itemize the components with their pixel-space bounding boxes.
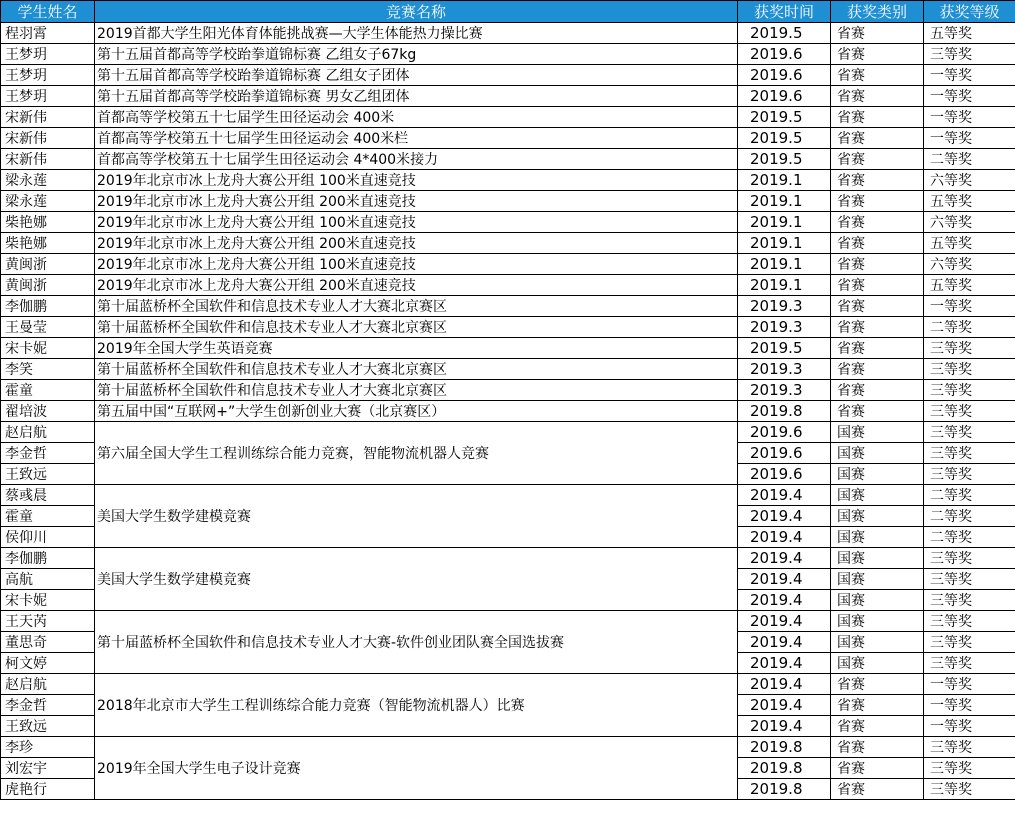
award-type-cell[interactable]: 省赛 bbox=[831, 338, 924, 359]
award-time-cell[interactable]: 2019.4 bbox=[738, 485, 831, 506]
award-type-cell[interactable]: 省赛 bbox=[831, 65, 924, 86]
award-time-cell[interactable]: 2019.8 bbox=[738, 758, 831, 779]
award-level-cell[interactable]: 三等奖 bbox=[924, 779, 1015, 800]
table-row bbox=[1, 485, 1015, 506]
award-level-cell[interactable]: 三等奖 bbox=[924, 611, 1015, 632]
award-level-cell[interactable]: 三等奖 bbox=[924, 569, 1015, 590]
header-row bbox=[1, 1, 1015, 23]
award-level-cell[interactable]: 一等奖 bbox=[924, 107, 1015, 128]
award-type-cell[interactable]: 国赛 bbox=[831, 443, 924, 464]
award-type-cell[interactable]: 省赛 bbox=[831, 296, 924, 317]
award-type-cell[interactable]: 省赛 bbox=[831, 191, 924, 212]
award-type-cell[interactable]: 省赛 bbox=[831, 86, 924, 107]
award-time-cell[interactable]: 2019.1 bbox=[738, 275, 831, 296]
student-name-cell[interactable]: 李笑 bbox=[1, 359, 95, 380]
table-row bbox=[1, 401, 1015, 422]
award-level-cell[interactable]: 三等奖 bbox=[924, 338, 1015, 359]
award-time-cell[interactable]: 2019.4 bbox=[738, 632, 831, 653]
award-level-cell[interactable]: 三等奖 bbox=[924, 443, 1015, 464]
table-row bbox=[1, 65, 1015, 86]
award-time-cell[interactable]: 2019.6 bbox=[738, 464, 831, 485]
student-name-cell[interactable]: 李珍 bbox=[1, 737, 95, 758]
award-type-cell[interactable]: 省赛 bbox=[831, 275, 924, 296]
award-time-cell[interactable]: 2019.4 bbox=[738, 590, 831, 611]
award-time-cell[interactable]: 2019.1 bbox=[738, 191, 831, 212]
award-time-cell[interactable]: 2019.6 bbox=[738, 443, 831, 464]
award-time-cell[interactable]: 2019.4 bbox=[738, 506, 831, 527]
award-time-cell[interactable]: 2019.8 bbox=[738, 401, 831, 422]
student-name-cell[interactable]: 宋新伟 bbox=[1, 149, 95, 170]
table-row bbox=[1, 86, 1015, 107]
competition-cell[interactable]: 2019年全国大学生英语竞赛 bbox=[95, 338, 738, 359]
competition-cell[interactable]: 首都高等学校第五十七届学生田径运动会 400米栏 bbox=[95, 128, 738, 149]
award-level-cell[interactable]: 三等奖 bbox=[924, 359, 1015, 380]
student-name-cell[interactable]: 王天芮 bbox=[1, 611, 95, 632]
award-time-cell[interactable]: 2019.8 bbox=[738, 779, 831, 800]
award-level-cell[interactable]: 六等奖 bbox=[924, 212, 1015, 233]
student-name-cell[interactable]: 董思奇 bbox=[1, 632, 95, 653]
award-type-cell[interactable]: 省赛 bbox=[831, 695, 924, 716]
header-award-type[interactable]: 获奖类别 bbox=[831, 1, 924, 23]
table-row bbox=[1, 737, 1015, 758]
award-level-cell[interactable]: 一等奖 bbox=[924, 674, 1015, 695]
student-name-cell[interactable]: 柯文婷 bbox=[1, 653, 95, 674]
student-name-cell[interactable]: 虎艳行 bbox=[1, 779, 95, 800]
student-name-cell[interactable]: 梁永莲 bbox=[1, 191, 95, 212]
student-name-cell[interactable]: 霍童 bbox=[1, 506, 95, 527]
award-type-cell[interactable]: 国赛 bbox=[831, 632, 924, 653]
award-type-cell[interactable]: 省赛 bbox=[831, 44, 924, 65]
student-name-cell[interactable]: 宋卡妮 bbox=[1, 338, 95, 359]
student-name-cell[interactable]: 刘宏宇 bbox=[1, 758, 95, 779]
table-row bbox=[1, 170, 1015, 191]
award-time-cell[interactable]: 2019.3 bbox=[738, 359, 831, 380]
award-time-cell[interactable]: 2019.4 bbox=[738, 569, 831, 590]
table-row bbox=[1, 275, 1015, 296]
competition-cell[interactable]: 2019年北京市冰上龙舟大赛公开组 200米直速竞技 bbox=[95, 233, 738, 254]
award-type-cell[interactable]: 省赛 bbox=[831, 128, 924, 149]
award-type-cell[interactable]: 国赛 bbox=[831, 590, 924, 611]
award-type-cell[interactable]: 国赛 bbox=[831, 653, 924, 674]
table-row bbox=[1, 674, 1015, 695]
student-name-cell[interactable]: 宋卡妮 bbox=[1, 590, 95, 611]
student-name-cell[interactable]: 宋新伟 bbox=[1, 128, 95, 149]
student-name-cell[interactable]: 王梦玥 bbox=[1, 44, 95, 65]
award-level-cell[interactable]: 三等奖 bbox=[924, 653, 1015, 674]
header-student-name[interactable]: 学生姓名 bbox=[1, 1, 95, 23]
student-name-cell[interactable]: 李金哲 bbox=[1, 443, 95, 464]
award-level-cell[interactable]: 三等奖 bbox=[924, 380, 1015, 401]
student-name-cell[interactable]: 王致远 bbox=[1, 716, 95, 737]
award-level-cell[interactable]: 三等奖 bbox=[924, 548, 1015, 569]
award-type-cell[interactable]: 国赛 bbox=[831, 422, 924, 443]
award-type-cell[interactable]: 省赛 bbox=[831, 737, 924, 758]
table-row bbox=[1, 254, 1015, 275]
student-name-cell[interactable]: 宋新伟 bbox=[1, 107, 95, 128]
award-type-cell[interactable]: 省赛 bbox=[831, 107, 924, 128]
award-level-cell[interactable]: 二等奖 bbox=[924, 149, 1015, 170]
award-level-cell[interactable]: 三等奖 bbox=[924, 422, 1015, 443]
table-row bbox=[1, 128, 1015, 149]
award-level-cell[interactable]: 五等奖 bbox=[924, 233, 1015, 254]
award-time-cell[interactable]: 2019.5 bbox=[738, 149, 831, 170]
student-name-cell[interactable]: 翟培波 bbox=[1, 401, 95, 422]
student-name-cell[interactable]: 李伽鹏 bbox=[1, 296, 95, 317]
award-type-cell[interactable]: 省赛 bbox=[831, 149, 924, 170]
competition-cell[interactable]: 2019首都大学生阳光体育体能挑战赛—大学生体能热力操比赛 bbox=[95, 23, 738, 44]
award-time-cell[interactable]: 2019.1 bbox=[738, 170, 831, 191]
student-name-cell[interactable]: 赵启航 bbox=[1, 674, 95, 695]
award-level-cell[interactable]: 二等奖 bbox=[924, 485, 1015, 506]
competition-cell[interactable]: 第十五届首都高等学校跆拳道锦标赛 男女乙组团体 bbox=[95, 86, 738, 107]
award-time-cell[interactable]: 2019.4 bbox=[738, 716, 831, 737]
award-level-cell[interactable]: 一等奖 bbox=[924, 716, 1015, 737]
table-row bbox=[1, 191, 1015, 212]
award-level-cell[interactable]: 五等奖 bbox=[924, 23, 1015, 44]
competition-cell[interactable]: 第十届蓝桥杯全国软件和信息技术专业人才大赛北京赛区 bbox=[95, 359, 738, 380]
competition-cell[interactable]: 美国大学生数学建模竞赛 bbox=[95, 548, 738, 611]
competition-cell[interactable]: 第六届全国大学生工程训练综合能力竞赛，智能物流机器人竞赛 bbox=[95, 422, 738, 485]
competition-cell[interactable]: 2019年北京市冰上龙舟大赛公开组 100米直速竞技 bbox=[95, 170, 738, 191]
student-name-cell[interactable]: 柴艳娜 bbox=[1, 212, 95, 233]
student-name-cell[interactable]: 高航 bbox=[1, 569, 95, 590]
award-level-cell[interactable]: 三等奖 bbox=[924, 632, 1015, 653]
award-type-cell[interactable]: 国赛 bbox=[831, 611, 924, 632]
award-type-cell[interactable]: 省赛 bbox=[831, 716, 924, 737]
student-name-cell[interactable]: 李伽鹏 bbox=[1, 548, 95, 569]
award-level-cell[interactable]: 一等奖 bbox=[924, 128, 1015, 149]
student-name-cell[interactable]: 王曼莹 bbox=[1, 317, 95, 338]
award-type-cell[interactable]: 国赛 bbox=[831, 548, 924, 569]
award-time-cell[interactable]: 2019.4 bbox=[738, 548, 831, 569]
award-time-cell[interactable]: 2019.3 bbox=[738, 317, 831, 338]
table-row bbox=[1, 44, 1015, 65]
student-name-cell[interactable]: 程羽霄 bbox=[1, 23, 95, 44]
award-time-cell[interactable]: 2019.4 bbox=[738, 527, 831, 548]
table-row bbox=[1, 380, 1015, 401]
award-time-cell[interactable]: 2019.5 bbox=[738, 128, 831, 149]
competition-cell[interactable]: 第五届中国“互联网+”大学生创新创业大赛（北京赛区） bbox=[95, 401, 738, 422]
table-row bbox=[1, 548, 1015, 569]
student-name-cell[interactable]: 李金哲 bbox=[1, 695, 95, 716]
award-time-cell[interactable]: 2019.5 bbox=[738, 107, 831, 128]
student-name-cell[interactable]: 黄闽浙 bbox=[1, 254, 95, 275]
award-time-cell[interactable]: 2019.6 bbox=[738, 422, 831, 443]
award-time-cell[interactable]: 2019.3 bbox=[738, 380, 831, 401]
award-level-cell[interactable]: 一等奖 bbox=[924, 86, 1015, 107]
student-name-cell[interactable]: 王梦玥 bbox=[1, 86, 95, 107]
competition-cell[interactable]: 2019年北京市冰上龙舟大赛公开组 100米直速竞技 bbox=[95, 212, 738, 233]
award-type-cell[interactable]: 省赛 bbox=[831, 233, 924, 254]
award-time-cell[interactable]: 2019.4 bbox=[738, 653, 831, 674]
table-row bbox=[1, 338, 1015, 359]
competition-cell[interactable]: 2019年北京市冰上龙舟大赛公开组 200米直速竞技 bbox=[95, 275, 738, 296]
table-row bbox=[1, 422, 1015, 443]
award-level-cell[interactable]: 六等奖 bbox=[924, 254, 1015, 275]
award-type-cell[interactable]: 省赛 bbox=[831, 779, 924, 800]
student-name-cell[interactable]: 赵启航 bbox=[1, 422, 95, 443]
award-type-cell[interactable]: 省赛 bbox=[831, 380, 924, 401]
award-type-cell[interactable]: 国赛 bbox=[831, 506, 924, 527]
header-award-time[interactable]: 获奖时间 bbox=[738, 1, 831, 23]
table-row bbox=[1, 317, 1015, 338]
award-type-cell[interactable]: 省赛 bbox=[831, 401, 924, 422]
table-row bbox=[1, 233, 1015, 254]
competition-cell[interactable]: 2019年北京市冰上龙舟大赛公开组 100米直速竞技 bbox=[95, 254, 738, 275]
table-row bbox=[1, 107, 1015, 128]
student-name-cell[interactable]: 梁永莲 bbox=[1, 170, 95, 191]
award-type-cell[interactable]: 省赛 bbox=[831, 23, 924, 44]
award-level-cell[interactable]: 三等奖 bbox=[924, 737, 1015, 758]
competition-cell[interactable]: 首都高等学校第五十七届学生田径运动会 400米 bbox=[95, 107, 738, 128]
competition-cell[interactable]: 2018年北京市大学生工程训练综合能力竞赛（智能物流机器人）比赛 bbox=[95, 674, 738, 737]
competition-cell[interactable]: 2019年全国大学生电子设计竞赛 bbox=[95, 737, 738, 800]
header-competition[interactable]: 竞赛名称 bbox=[95, 1, 738, 23]
student-name-cell[interactable]: 霍童 bbox=[1, 380, 95, 401]
student-name-cell[interactable]: 柴艳娜 bbox=[1, 233, 95, 254]
award-type-cell[interactable]: 国赛 bbox=[831, 569, 924, 590]
award-time-cell[interactable]: 2019.4 bbox=[738, 611, 831, 632]
award-type-cell[interactable]: 国赛 bbox=[831, 527, 924, 548]
award-level-cell[interactable]: 一等奖 bbox=[924, 296, 1015, 317]
award-level-cell[interactable]: 三等奖 bbox=[924, 758, 1015, 779]
award-time-cell[interactable]: 2019.1 bbox=[738, 212, 831, 233]
award-level-cell[interactable]: 一等奖 bbox=[924, 65, 1015, 86]
competition-cell[interactable]: 第十届蓝桥杯全国软件和信息技术专业人才大赛北京赛区 bbox=[95, 296, 738, 317]
award-level-cell[interactable]: 二等奖 bbox=[924, 527, 1015, 548]
award-type-cell[interactable]: 省赛 bbox=[831, 170, 924, 191]
competition-cell[interactable]: 第十五届首都高等学校跆拳道锦标赛 乙组女子团体 bbox=[95, 65, 738, 86]
award-level-cell[interactable]: 一等奖 bbox=[924, 695, 1015, 716]
competition-cell[interactable]: 第十五届首都高等学校跆拳道锦标赛 乙组女子67kg bbox=[95, 44, 738, 65]
award-level-cell[interactable]: 三等奖 bbox=[924, 401, 1015, 422]
table-row bbox=[1, 611, 1015, 632]
competition-cell[interactable]: 美国大学生数学建模竞赛 bbox=[95, 485, 738, 548]
award-type-cell[interactable]: 省赛 bbox=[831, 674, 924, 695]
award-time-cell[interactable]: 2019.6 bbox=[738, 65, 831, 86]
student-name-cell[interactable]: 侯仰川 bbox=[1, 527, 95, 548]
award-time-cell[interactable]: 2019.6 bbox=[738, 44, 831, 65]
award-time-cell[interactable]: 2019.5 bbox=[738, 23, 831, 44]
student-name-cell[interactable]: 蔡彧晨 bbox=[1, 485, 95, 506]
award-level-cell[interactable]: 三等奖 bbox=[924, 464, 1015, 485]
award-type-cell[interactable]: 国赛 bbox=[831, 485, 924, 506]
award-level-cell[interactable]: 三等奖 bbox=[924, 44, 1015, 65]
table-body bbox=[1, 23, 1015, 800]
award-type-cell[interactable]: 国赛 bbox=[831, 464, 924, 485]
student-name-cell[interactable]: 王梦玥 bbox=[1, 65, 95, 86]
competition-cell[interactable]: 2019年北京市冰上龙舟大赛公开组 200米直速竞技 bbox=[95, 191, 738, 212]
award-time-cell[interactable]: 2019.4 bbox=[738, 695, 831, 716]
award-level-cell[interactable]: 二等奖 bbox=[924, 506, 1015, 527]
award-level-cell[interactable]: 五等奖 bbox=[924, 275, 1015, 296]
table-row bbox=[1, 212, 1015, 233]
award-level-cell[interactable]: 六等奖 bbox=[924, 170, 1015, 191]
award-time-cell[interactable]: 2019.1 bbox=[738, 233, 831, 254]
competition-cell[interactable]: 第十届蓝桥杯全国软件和信息技术专业人才大赛北京赛区 bbox=[95, 380, 738, 401]
award-type-cell[interactable]: 省赛 bbox=[831, 359, 924, 380]
competition-cell[interactable]: 首都高等学校第五十七届学生田径运动会 4*400米接力 bbox=[95, 149, 738, 170]
award-type-cell[interactable]: 省赛 bbox=[831, 758, 924, 779]
header-award-level[interactable]: 获奖等级 bbox=[924, 1, 1015, 23]
award-time-cell[interactable]: 2019.3 bbox=[738, 296, 831, 317]
award-time-cell[interactable]: 2019.8 bbox=[738, 737, 831, 758]
award-time-cell[interactable]: 2019.5 bbox=[738, 338, 831, 359]
award-level-cell[interactable]: 三等奖 bbox=[924, 590, 1015, 611]
table-row bbox=[1, 296, 1015, 317]
award-time-cell[interactable]: 2019.4 bbox=[738, 674, 831, 695]
award-level-cell[interactable]: 二等奖 bbox=[924, 317, 1015, 338]
table-row bbox=[1, 359, 1015, 380]
award-type-cell[interactable]: 省赛 bbox=[831, 254, 924, 275]
competition-cell[interactable]: 第十届蓝桥杯全国软件和信息技术专业人才大赛-软件创业团队赛全国选拔赛 bbox=[95, 611, 738, 674]
award-time-cell[interactable]: 2019.6 bbox=[738, 86, 831, 107]
award-time-cell[interactable]: 2019.1 bbox=[738, 254, 831, 275]
award-level-cell[interactable]: 五等奖 bbox=[924, 191, 1015, 212]
student-name-cell[interactable]: 黄闽浙 bbox=[1, 275, 95, 296]
competition-cell[interactable]: 第十届蓝桥杯全国软件和信息技术专业人才大赛北京赛区 bbox=[95, 317, 738, 338]
student-name-cell[interactable]: 王致远 bbox=[1, 464, 95, 485]
table-row bbox=[1, 23, 1015, 44]
award-type-cell[interactable]: 省赛 bbox=[831, 317, 924, 338]
table-row bbox=[1, 149, 1015, 170]
award-type-cell[interactable]: 省赛 bbox=[831, 212, 924, 233]
